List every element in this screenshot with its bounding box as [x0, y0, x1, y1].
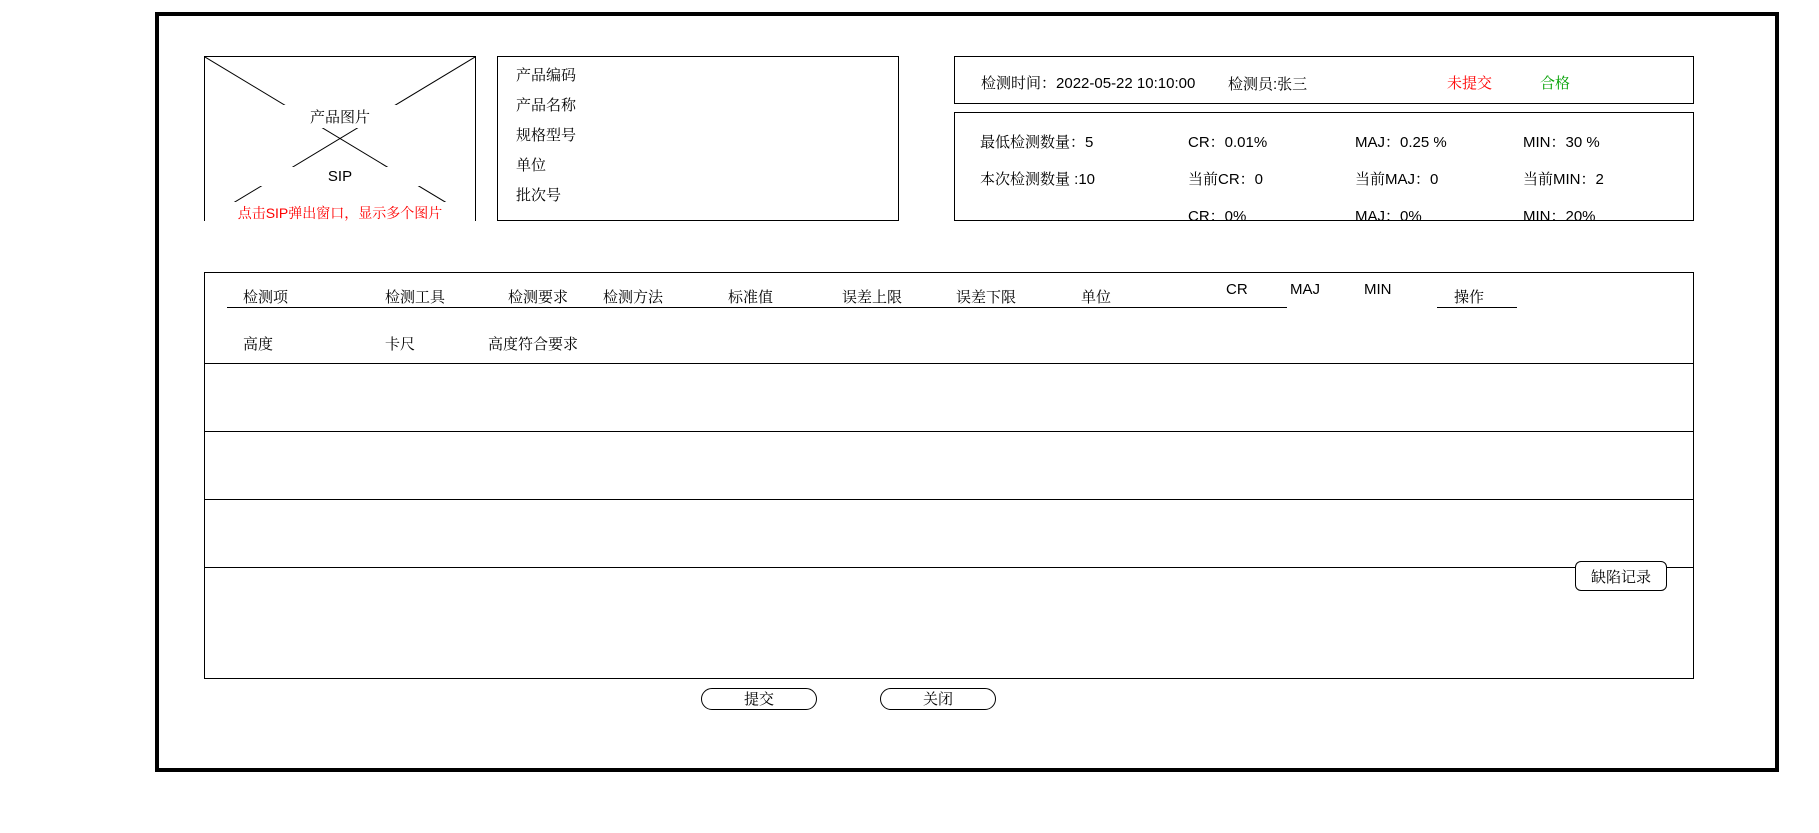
- cell-tool: 卡尺: [385, 336, 416, 353]
- inspection-dialog-wireframe: [155, 12, 1779, 772]
- top-section: [159, 16, 1775, 246]
- inspection-time-value: 2022-05-22 10:10:00: [1056, 75, 1196, 92]
- result-status-badge: 合格: [1540, 75, 1571, 92]
- header-underline-left: [227, 307, 1287, 308]
- product-image-caption: 产品图片: [205, 105, 475, 128]
- stat-cr-limit: CR：0.01%: [1188, 134, 1268, 151]
- col-header-item: 检测项: [243, 289, 289, 306]
- sip-link[interactable]: SIP: [205, 167, 475, 186]
- inspector-value: 张三: [1277, 76, 1308, 93]
- statistics-panel: [954, 112, 1694, 225]
- header-underline-right: [1437, 307, 1517, 308]
- stat-current-cr: 当前CR：0: [1188, 171, 1264, 188]
- cell-require: 高度符合要求: [488, 336, 579, 353]
- stat-current-min: 当前MIN：2: [1523, 171, 1604, 188]
- col-header-lower: 误差下限: [956, 289, 1017, 306]
- field-product-code: 产品编码: [516, 67, 577, 84]
- stat-current-maj: 当前MAJ：0: [1355, 171, 1439, 188]
- stat-current-qty: 本次检测数量 :10: [980, 171, 1096, 188]
- inspection-time: [981, 72, 1195, 93]
- stat-min-limit: MIN：30 %: [1523, 134, 1600, 151]
- close-button[interactable]: 关闭: [880, 688, 996, 710]
- stat-maj-percent: MAJ：0%: [1355, 208, 1422, 225]
- row-divider-2: [205, 431, 1693, 432]
- col-header-method: 检测方法: [603, 289, 664, 306]
- submit-button[interactable]: 提交: [701, 688, 817, 710]
- stat-maj-limit: MAJ：0.25 %: [1355, 134, 1447, 151]
- submit-status-badge: 未提交: [1447, 75, 1493, 92]
- field-batch-no: 批次号: [516, 187, 562, 204]
- row-divider-1: [205, 363, 1693, 364]
- product-image-placeholder[interactable]: [204, 56, 476, 221]
- stat-min-qty: 最低检测数量：5: [980, 134, 1094, 151]
- image-placeholder-cross-icon: [205, 57, 475, 220]
- col-header-min: MIN: [1364, 281, 1392, 298]
- cell-item: 高度: [243, 336, 274, 353]
- inspection-items-table: [204, 272, 1694, 679]
- col-header-action: 操作: [1454, 289, 1485, 306]
- col-header-tool: 检测工具: [385, 289, 446, 306]
- inspector-label: 检测员:: [1228, 76, 1278, 93]
- product-info-panel: [497, 56, 899, 221]
- col-header-cr: CR: [1226, 281, 1248, 298]
- field-unit: 单位: [516, 157, 547, 174]
- sip-hint-text: 点击SIP弹出窗口，显示多个图片: [205, 202, 475, 224]
- col-header-require: 检测要求: [508, 289, 569, 306]
- field-product-name: 产品名称: [516, 97, 577, 114]
- inspection-time-label: 检测时间：: [981, 75, 1057, 92]
- col-header-unit: 单位: [1081, 289, 1112, 306]
- table-header-row: [205, 273, 1693, 313]
- row-divider-3: [205, 499, 1693, 500]
- inspector: [1228, 73, 1307, 94]
- field-spec-model: 规格型号: [516, 127, 577, 144]
- stat-cr-percent: CR：0%: [1188, 208, 1247, 225]
- inspection-header-panel: [954, 56, 1694, 104]
- col-header-standard: 标准值: [728, 289, 774, 306]
- col-header-maj: MAJ: [1290, 281, 1320, 298]
- defect-record-button[interactable]: 缺陷记录: [1575, 561, 1667, 591]
- row-divider-4: [205, 567, 1693, 568]
- col-header-upper: 误差上限: [842, 289, 903, 306]
- stat-min-percent: MIN：20%: [1523, 208, 1596, 225]
